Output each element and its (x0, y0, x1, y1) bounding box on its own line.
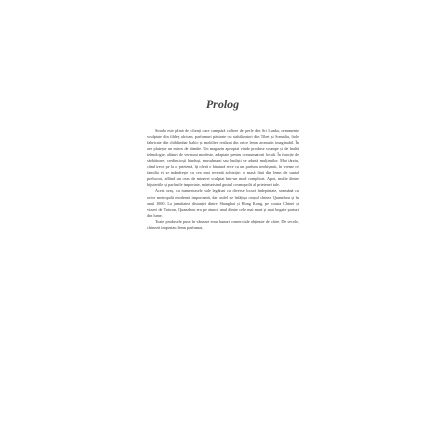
paragraph: Acest oraș, cu numeroasele sale legături cu diverse locuri îndepărtate, seamănă cu orice metropolă modernă importantă, dar astfel se înfățișa orașul chinez Quanzhou și în anul 1000. La jumătatea distanței dintre Shanghai și Hong Kong, pe coasta Chinei și vizavi de Taiwan, Quanzhou era pe atunci unul dintre cele mai mari și mai bogate porturi din lume. (147, 188, 299, 218)
chapter-title: Prolog (205, 97, 240, 111)
paragraph: Strada este plină de clienți care cumpără coliere de perle din Sri Lanka, ornamente sculptate din fildeș african, parfumuri păstrate cu stabilizatori din Tibet și Somalia, fiole fabricate din chihlimbar baltic și mobilier realizat din orice lemn aromatic imaginabil. În aer plutește un miros de tămâie. Un magazin apropiat vinde produse scumpe și de înaltă tehnologie, alături de versiuni modeste, adaptate pentru consumatorii locali. În funcție de sărbătoare, credincioșii hinduși, musulmani sau budiști se adună mulțimilor. Mai târziu, când trece pe la o prietenă, îți oferă o băutură rece cu un parfum neobișnuit, în vreme ce familia ei se mândrește cu cea mai recentă achiziție: o masă fină din lemn de santal prelucrat, aflând un ceas de mineret sculptat într-un mod complicat. Apoi, multe dintre bijuteriile și parfurile importate, mărturisind gustul cosmopolit al prietenei tale. (147, 128, 299, 188)
body-text (147, 128, 299, 231)
paragraph: Toate produsele puse în vânzare erau bunuri comerciale obținute de către. De secole, chinezii importau lemn parfumat, (147, 218, 299, 230)
